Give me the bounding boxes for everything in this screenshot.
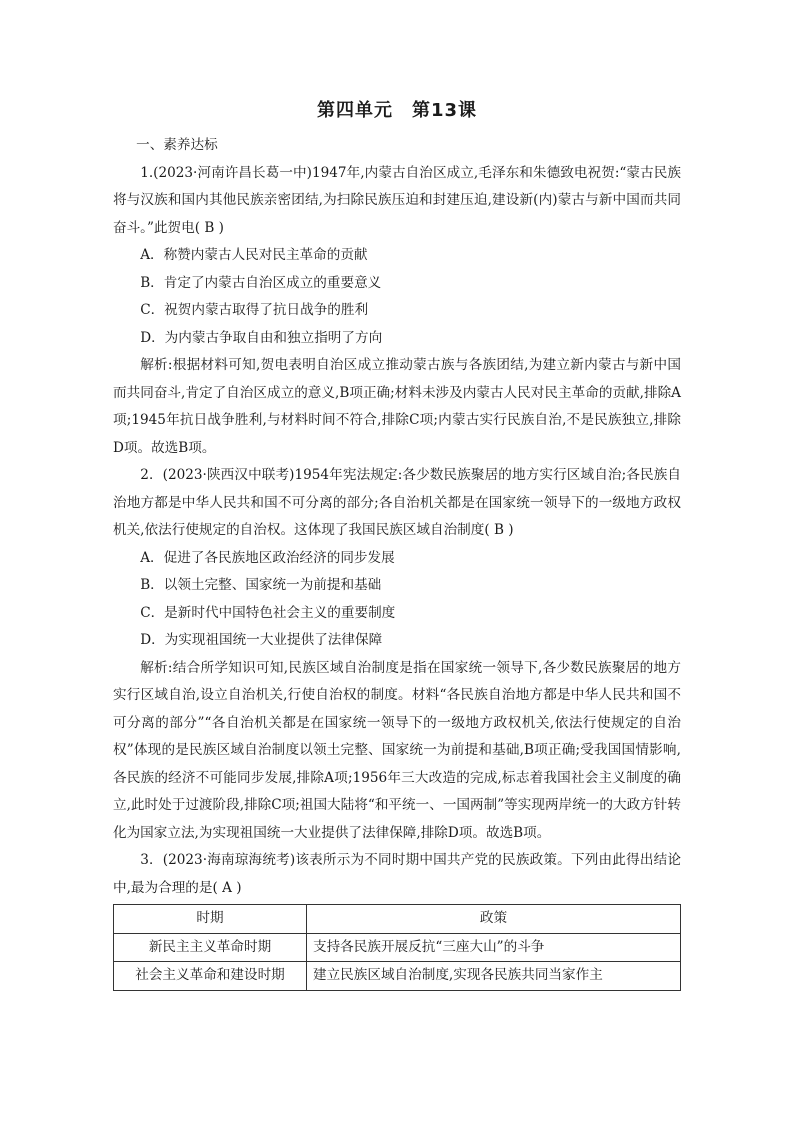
table-cell-period: 新民主主义革命时期 xyxy=(114,933,307,962)
question-1-analysis: 解析:根据材料可知,贺电表明自治区成立推动蒙古族与各族团结,为建立新内蒙古与新中国而共同奋斗,肯定了自治区成立的意义,B项正确;材料未涉及内蒙古人民对民主革命的贡献,排除A项;1945年抗日战争胜利,与材料时间不符合,排除C项;内蒙古实行民族自治,不是民族独立,排除D项。故选B项。 xyxy=(113,357,681,456)
unit-title: 第四单元 xyxy=(316,100,393,121)
question-2-option-a: A．促进了各民族地区政治经济的同步发展 xyxy=(140,549,395,566)
table-header-period: 时期 xyxy=(114,905,307,934)
table-header-policy: 政策 xyxy=(307,905,681,934)
question-2-analysis: 解析:结合所学知识可知,民族区域自治制度是指在国家统一领导下,各少数民族聚居的地方实行区域自治,设立自治机关,行使自治权的制度。材料“各民族自治地方都是中华人民共和国不可分离的部分”“各自治机关都是在国家统一领导下的一级地方政权机关,依法行使规定的自治权”体现的是民族区域自治制度以领土完整、国家统一为前提和基础,B项正确;受我国国情影响,各民族的经济不可能同步发展,排除A项;1956年三大改造的完成,标志着我国社会主义制度的确立,此时处于过渡阶段,排除C项;祖国大陆将“和平统一、一国两制”等实现两岸统一的大政方针转化为国家立法,为实现祖国统一大业提供了法律保障,排除D项。故选B项。 xyxy=(113,659,681,841)
question-1-option-a: A．称赞内蒙古人民对民主革命的贡献 xyxy=(140,247,368,263)
table-cell-period: 社会主义革命和建设时期 xyxy=(114,962,307,991)
question-2-option-b: B．以领土完整、国家统一为前提和基础 xyxy=(140,577,382,593)
question-1-option-c: C．祝贺内蒙古取得了抗日战争的胜利 xyxy=(140,302,369,318)
question-1-option-d: D．为内蒙古争取自由和独立指明了方向 xyxy=(140,329,383,346)
table-cell-policy: 支持各民族开展反抗“三座大山”的斗争 xyxy=(307,933,681,962)
content-body xyxy=(113,132,681,991)
question-2-option-d: D．为实现祖国统一大业提供了法律保障 xyxy=(140,632,383,648)
table-row xyxy=(114,933,681,962)
question-2-option-c: C．是新时代中国特色社会主义的重要制度 xyxy=(140,604,396,621)
section-heading: 一、素养达标 xyxy=(136,137,218,153)
table-header-row xyxy=(114,905,681,934)
page-title xyxy=(0,96,794,122)
policy-table xyxy=(113,904,681,991)
question-2-stem: 2．(2023·陕西汉中联考)1954年宪法规定:各少数民族聚居的地方实行区域自治;各民族自治地方都是中华人民共和国不可分离的部分;各自治机关都是在国家统一领导下的一级地方政权机关,依法行使规定的自治权。这体现了我国民族区域自治制度( B ) xyxy=(113,467,681,538)
table-cell-policy: 建立民族区域自治制度,实现各民族共同当家作主 xyxy=(307,962,681,991)
table-row xyxy=(114,962,681,991)
question-1-stem: 1.(2023·河南许昌长葛一中)1947年,内蒙古自治区成立,毛泽东和朱德致电祝贺:“蒙古民族将与汉族和国内其他民族亲密团结,为扫除民族压迫和封建压迫,建设新(内)蒙古与新中国而共同奋斗。”此贺电( B ) xyxy=(113,164,681,236)
lesson-title: 第13课 xyxy=(411,100,478,121)
question-1-option-b: B．肯定了内蒙古自治区成立的重要意义 xyxy=(140,274,382,291)
question-3-stem: 3．(2023·海南琼海统考)该表所示为不同时期中国共产党的民族政策。下列由此得出结论中,最为合理的是( A ) xyxy=(113,852,681,896)
